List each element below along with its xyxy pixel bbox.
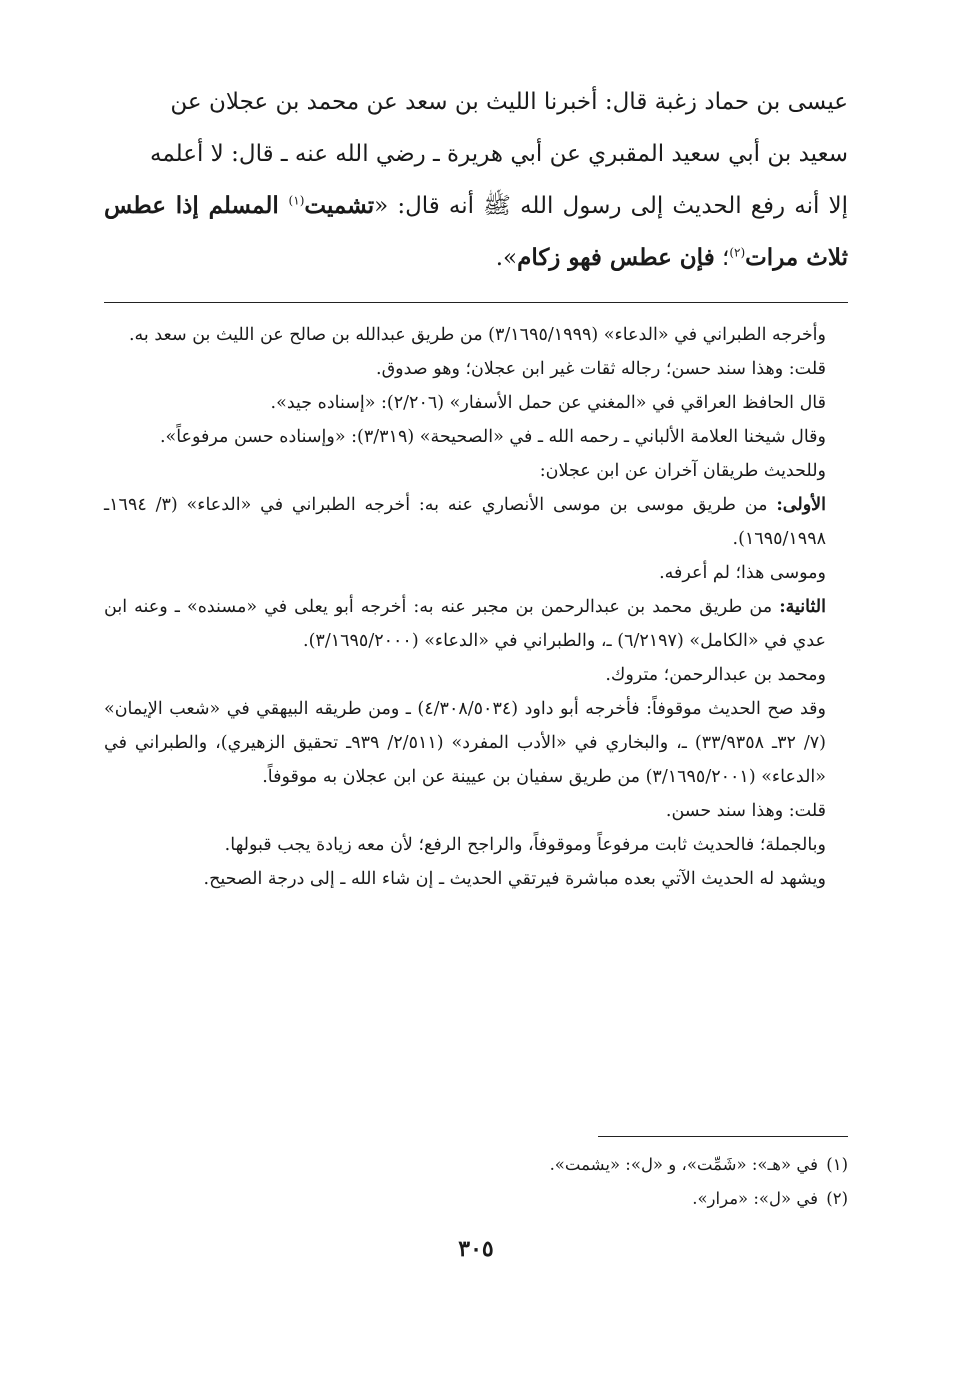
hadith-bold: فإن عطس فهو زكام	[517, 244, 715, 271]
footnote-number: (١)	[826, 1155, 848, 1174]
footnotes	[104, 1148, 848, 1216]
note-paragraph: وبالجملة؛ فالحديث ثابت مرفوعاً وموقوفاً، والراجح الرفع؛ لأن معه زيادة يجب قبولها.	[224, 835, 826, 855]
book-page	[104, 0, 848, 1375]
note-paragraph	[104, 488, 848, 556]
hadith-text	[104, 76, 848, 284]
footnote-text: في «ل»: «مرار».	[692, 1189, 818, 1208]
main-line: سعيد بن أبي سعيد المقبري عن أبي هريرة ـ رضي الله عنه ـ قال: لا أعلمه	[150, 141, 848, 167]
footnote-divider	[598, 1136, 848, 1137]
note-paragraph: وللحديث طريقان آخران عن ابن عجلان:	[539, 461, 826, 481]
page-number: ٣٠٥	[458, 1236, 494, 1262]
footnote-ref: (١)	[288, 193, 305, 208]
note-paragraph: وقد صح الحديث موقوفاً: فأخرجه أبو داود (٤/٣٠٨/٥٠٣٤) ـ ومن طريقه البيهقي في «شعب الإيمان» (٧/ ٣٢ـ ٣٣/٩٣٥٨) ـ، والبخاري في «الأدب المفرد» (٢/٥١١/ ٩٣٩ـ تحقيق الزهيري)، والطبراني في «الدعاء» (٣/١٦٩٥/٢٠٠١) من طريق سفيان بن عيينة عن ابن عجلان به موقوفاً.	[104, 699, 826, 787]
note-text: من طريق موسى بن موسى الأنصاري عنه به: أخرجه الطبراني في «الدعاء» (٣/ ١٦٩٤ـ ١٦٩٥/١٩٩٨).	[104, 495, 826, 549]
note-paragraph: وقال شيخنا العلامة الألباني ـ رحمه الله ـ في «الصحيحة» (٣/٣١٩): «وإسناده حسن مرفوعاً».	[159, 427, 826, 447]
footnote	[104, 1148, 848, 1182]
footnote-number: (٢)	[826, 1189, 848, 1208]
note-paragraph: وأخرجه الطبراني في «الدعاء» (٣/١٦٩٥/١٩٩٩) من طريق عبدالله بن صالح عن الليث بن سعد به.	[128, 325, 826, 345]
commentary	[104, 318, 848, 896]
main-text: ».	[495, 245, 518, 271]
footnote-text: في «هـ»: «شَمِّت»، و «ل»: «يشمت».	[549, 1155, 818, 1174]
footnote-ref: (٢)	[729, 245, 746, 260]
section-divider	[104, 302, 848, 303]
footnote	[104, 1182, 848, 1216]
note-label: الأولى:	[776, 495, 826, 515]
note-paragraph: قلت: وهذا سند حسن؛ رجاله ثقات غير ابن عجلان؛ وهو صدوق.	[376, 359, 826, 379]
note-paragraph: قلت: وهذا سند حسن.	[665, 801, 826, 821]
hadith-bold: المسلم إذا عطس ثلاث مرات	[104, 192, 848, 271]
note-label: الثانية:	[779, 597, 826, 617]
hadith-bold: تشميت	[304, 192, 375, 219]
note-paragraph: ويشهد له الحديث الآتي بعده مباشرة فيرتقي الحديث ـ إن شاء الله ـ إلى درجة الصحيح.	[203, 869, 826, 889]
note-paragraph	[104, 590, 848, 658]
main-text: ؛	[714, 245, 730, 271]
main-line	[104, 180, 848, 284]
main-text: إلا أنه رفع الحديث إلى رسول الله ﷺ أنه قال: «	[374, 193, 848, 219]
note-text: من طريق محمد بن عبدالرحمن بن مجبر عنه به: أخرجه أبو يعلى في «مسنده» ـ وعنه ابن عدي في «الكامل» (٦/٢١٩٧) ـ، والطبراني في «الدعاء» (٣/١٦٩٥/٢٠٠٠).	[104, 597, 826, 651]
note-paragraph: وموسى هذا؛ لم أعرفه.	[659, 563, 826, 583]
note-paragraph: قال الحافظ العراقي في «المغني عن حمل الأسفار» (٢/٢٠٦): «إسناده جيد».	[270, 393, 826, 413]
main-line: عيسى بن حماد زغبة قال: أخبرنا الليث بن سعد عن محمد بن عجلان عن	[170, 89, 848, 115]
note-paragraph: ومحمد بن عبدالرحمن؛ متروك.	[605, 665, 826, 685]
